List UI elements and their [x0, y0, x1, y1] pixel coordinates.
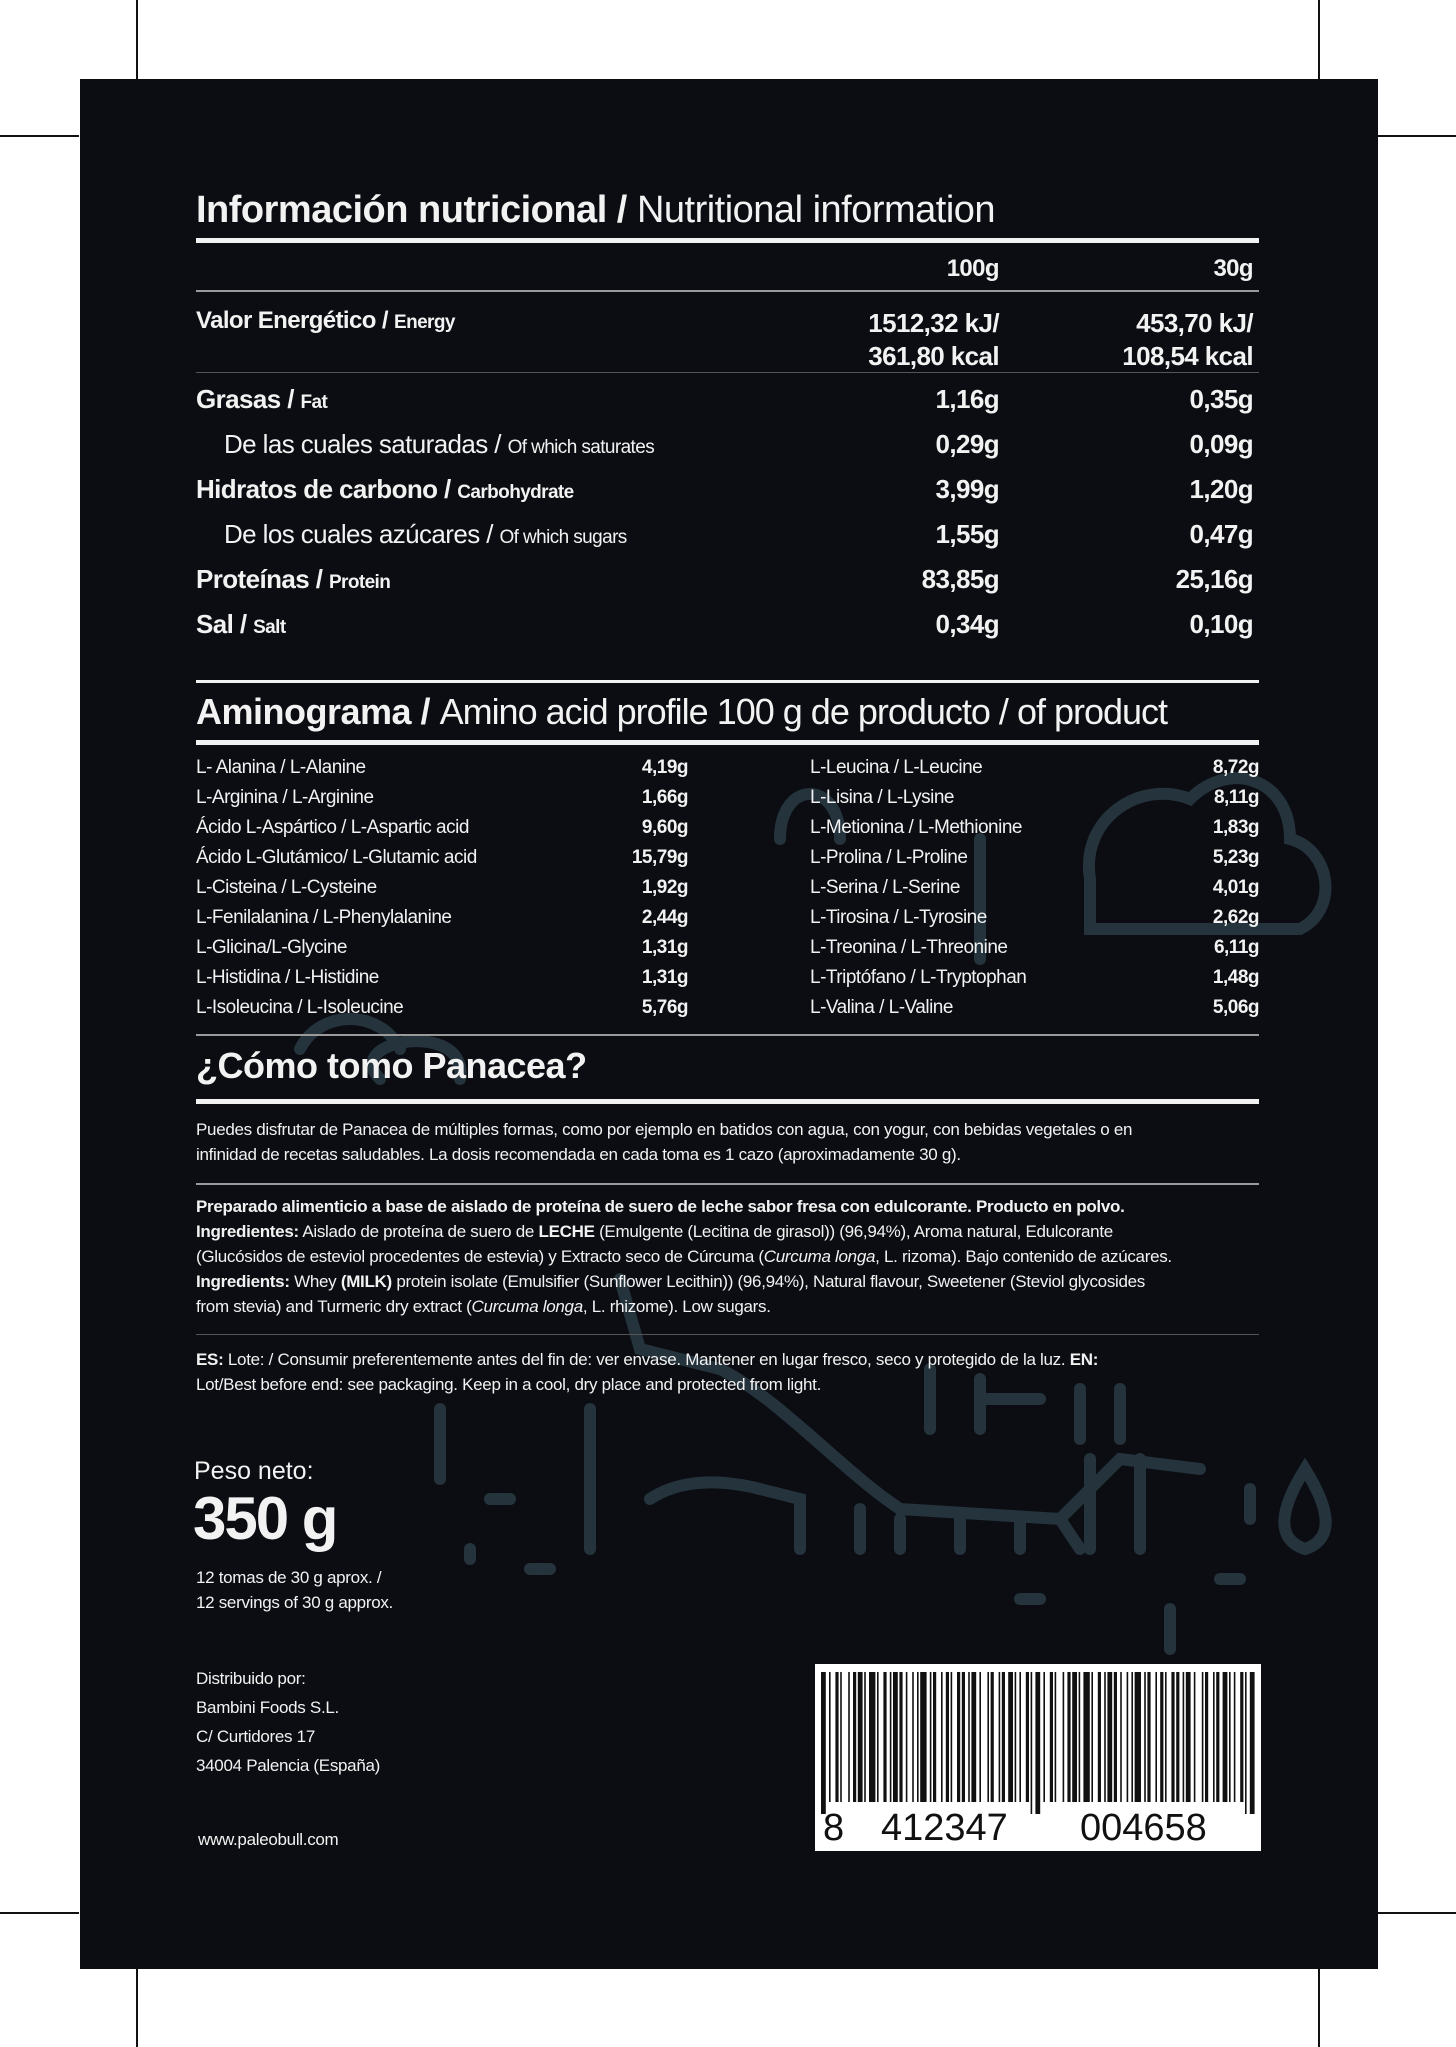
ingredients-text: Preparado alimenticio a base de aislado de proteína de suero de leche sabor fresa con edulcorante. Producto en polvo. Ingredientes: Aislado de proteína de suero de LECHE (Emulgente (Lecitina de girasol)) (96,94%), Aroma natural, Edulcorante (Glucósidos de esteviol procedentes de estevia) y Extracto seco de Cúrcuma (Curcuma longa, L. rizoma). Bajo contenido de azúcares. Ingredients: Whey (MILK) protein isolate (Emulsifier (Sunflower Lecithin)) (96,94%), Natural flavour, Sweetener (Steviol glycosides from stevia) and Turmeric dry extract (Curcuma longa, L. rhizome). Low sugars.	[196, 1197, 1172, 1316]
barcode-bar	[1234, 1672, 1236, 1802]
barcode-bar	[962, 1672, 965, 1802]
amino-list-right	[810, 757, 1259, 1057]
nutrition-title-en: Nutritional information	[636, 189, 996, 231]
amino-title-es: Aminograma /	[196, 691, 431, 732]
divider	[196, 740, 1259, 745]
website-text: www.paleobull.com	[198, 1830, 339, 1849]
barcode-bar	[869, 1672, 875, 1802]
barcode-bar	[1072, 1672, 1077, 1802]
barcode-bar	[971, 1672, 976, 1802]
barcode-bar	[1019, 1672, 1021, 1802]
nutrition-label: De los cuales azúcares / Of which sugars	[224, 519, 627, 549]
barcode-bar	[999, 1672, 1001, 1802]
nutrition-value-100g: 1,16g	[935, 384, 999, 414]
servings-text: 12 tomas de 30 g aprox. / 12 servings of 30 g approx.	[196, 1568, 393, 1612]
barcode-bar	[1063, 1672, 1065, 1802]
nutrition-value-100g: 83,85g	[921, 564, 999, 594]
barcode-bar	[1194, 1672, 1196, 1802]
nutrition-value-100g: 0,34g	[935, 609, 999, 639]
barcode-bar	[877, 1672, 879, 1802]
barcode-bar	[951, 1672, 953, 1802]
nutrition-row-sugars	[196, 519, 1259, 553]
barcode-bar	[1240, 1672, 1243, 1802]
nutrition-row-carbohydrate	[196, 474, 1259, 508]
barcode-bar	[957, 1672, 960, 1802]
amino-title	[196, 691, 1167, 733]
net-weight-label: Peso neto:	[194, 1457, 314, 1485]
barcode-bar	[991, 1672, 994, 1802]
nutrition-label: De las cuales saturadas / Of which saturates	[224, 429, 655, 459]
nutrition-row-saturates	[196, 429, 1259, 463]
nutrition-label: Grasas / Fat	[196, 384, 328, 414]
barcode-bar	[1107, 1672, 1112, 1802]
barcode-bar	[1031, 1672, 1033, 1814]
amino-row: L-Treonina / L-Threonine 6,11g	[810, 937, 1259, 958]
barcode-bar	[1083, 1672, 1089, 1802]
barcode-bar	[1114, 1672, 1117, 1802]
nutrition-row-salt	[196, 609, 1259, 643]
barcode-bar	[1067, 1672, 1070, 1802]
barcode-bar	[1144, 1672, 1146, 1802]
divider	[196, 290, 1259, 292]
divider	[196, 1183, 1259, 1185]
amino-row: L-Lisina / L-Lysine 8,11g	[810, 787, 1259, 808]
barcode-bar	[1216, 1672, 1219, 1802]
nutrition-value-30g: 0,47g	[1189, 519, 1253, 549]
col-header-30g: 30g	[1213, 255, 1253, 282]
barcode-bar	[917, 1672, 919, 1802]
barcode-bar	[883, 1672, 886, 1802]
amino-row: L-Valina / L-Valine 5,06g	[810, 997, 1259, 1018]
barcode-bar	[1165, 1672, 1167, 1802]
barcode-bar	[1223, 1672, 1228, 1802]
barcode-bar	[1155, 1672, 1157, 1802]
nutrition-table	[196, 79, 1259, 679]
barcode-bar	[835, 1672, 838, 1802]
nutrition-value-30g: 0,09g	[1189, 429, 1253, 459]
amino-list-left	[196, 757, 688, 1057]
barcode-bar	[821, 1672, 826, 1814]
barcode-bar	[933, 1672, 936, 1802]
nutrition-row-energy	[196, 307, 1259, 371]
crop-mark	[136, 0, 138, 79]
amino-row: L-Serina / L-Serine 4,01g	[810, 877, 1259, 898]
nutrition-value-30g: 1,20g	[1189, 474, 1253, 504]
crop-mark	[1378, 1912, 1456, 1914]
barcode-bar	[946, 1672, 949, 1802]
barcode-bar	[1202, 1672, 1204, 1802]
barcode-bar	[968, 1672, 970, 1802]
barcode-bar	[1186, 1672, 1191, 1802]
amino-row: Ácido L-Aspártico / L-Aspartic acid 9,60g	[196, 817, 688, 838]
barcode-bar	[1135, 1672, 1141, 1802]
amino-row: L- Alanina / L-Alanine 4,19g	[196, 757, 688, 778]
barcode-bar	[1079, 1672, 1081, 1802]
nutrition-label: Proteínas / Protein	[196, 564, 391, 594]
crop-mark	[1378, 135, 1456, 137]
barcode-bar	[1229, 1672, 1231, 1802]
barcode-digit-1: 8	[823, 1807, 845, 1849]
crop-mark	[136, 1969, 138, 2047]
barcode-bar	[890, 1672, 892, 1802]
col-header-100g: 100g	[946, 255, 999, 282]
barcode-digits-2: 412347	[881, 1807, 1008, 1849]
barcode-bar	[853, 1672, 856, 1802]
amino-row: L-Metionina / L-Methionine 1,83g	[810, 817, 1259, 838]
nutrition-label: Hidratos de carbono / Carbohydrate	[196, 474, 574, 504]
barcode-bar	[1171, 1672, 1174, 1802]
barcode	[815, 1664, 1261, 1851]
nutrition-row-protein	[196, 564, 1259, 598]
divider	[196, 680, 1259, 683]
barcode-bar	[979, 1672, 981, 1802]
barcode-bar	[987, 1672, 989, 1802]
crop-mark	[1318, 0, 1320, 79]
divider	[196, 1099, 1259, 1104]
crop-mark	[1318, 1969, 1320, 2047]
barcode-bar	[1035, 1672, 1040, 1814]
amino-row: L-Glicina/L-Glycine 1,31g	[196, 937, 688, 958]
amino-row: L-Tirosina / L-Tyrosine 2,62g	[810, 907, 1259, 928]
divider	[196, 1334, 1259, 1335]
amino-row: L-Histidina / L-Histidine 1,31g	[196, 967, 688, 988]
barcode-bar	[858, 1672, 863, 1802]
nutrition-title-es: Información nutricional /	[196, 189, 627, 231]
barcode-bar	[1091, 1672, 1093, 1802]
barcode-bar	[1176, 1672, 1179, 1802]
barcode-bar	[1131, 1672, 1133, 1802]
barcode-bar	[1015, 1672, 1017, 1802]
barcode-bars	[815, 1664, 1261, 1814]
label-panel	[80, 79, 1378, 1969]
nutrition-label: Valor Energético / Energy	[196, 307, 455, 334]
nutrition-value-100g: 1,55g	[935, 519, 999, 549]
barcode-bar	[1120, 1672, 1122, 1802]
barcode-bar	[1183, 1672, 1185, 1802]
howto-title: ¿Cómo tomo Panacea?	[196, 1045, 587, 1086]
amino-row: L-Prolina / L-Proline 5,23g	[810, 847, 1259, 868]
barcode-bar	[920, 1672, 926, 1802]
crop-mark	[0, 1912, 79, 1914]
barcode-bar	[1213, 1672, 1215, 1802]
barcode-bar	[829, 1672, 831, 1802]
barcode-bar	[899, 1672, 902, 1802]
nutrition-value-30g: 25,16g	[1175, 564, 1253, 594]
nutrition-label: Sal / Salt	[196, 609, 286, 639]
barcode-bar	[1104, 1672, 1106, 1802]
amino-row: L-Leucina / L-Leucine 8,72g	[810, 757, 1259, 778]
nutrition-row-fat	[196, 384, 1259, 418]
barcode-bar	[930, 1672, 932, 1802]
barcode-digits-3: 004658	[1080, 1807, 1207, 1849]
barcode-bar	[912, 1672, 914, 1802]
barcode-bar	[1245, 1672, 1247, 1814]
amino-row: L-Fenilalanina / L-Phenylalanine 2,44g	[196, 907, 688, 928]
nutrition-value-100g: 3,99g	[935, 474, 999, 504]
divider	[196, 372, 1259, 373]
net-weight-value: 350 g	[193, 1485, 337, 1552]
amino-row: L-Arginina / L-Arginine 1,66g	[196, 787, 688, 808]
nutrition-value-100g: 1512,32 kJ/ 361,80 kcal	[868, 308, 999, 371]
barcode-bar	[893, 1672, 898, 1802]
storage-text: ES: Lote: / Consumir preferentemente antes del fin de: ver envase. Mantener en lugar fresco, seco y protegido de la luz. EN: Lot/Best before end: see packaging. Keep in a cool, dry place and protected from light.	[196, 1350, 1099, 1394]
amino-row: L-Triptófano / L-Tryptophan 1,48g	[810, 967, 1259, 988]
nutrition-value-30g: 0,35g	[1189, 384, 1253, 414]
barcode-bar	[906, 1672, 908, 1802]
howto-text: Puedes disfrutar de Panacea de múltiples formas, como por ejemplo en batidos con agua, con yogur, con bebidas vegetales o en infinidad de recetas saludables. La dosis recomendada en cada toma es 1 cazo (aproximadamente 30 g).	[196, 1120, 1133, 1164]
amino-row: L-Isoleucina / L-Isoleucine 5,76g	[196, 997, 688, 1018]
nutrition-value-30g: 0,10g	[1189, 609, 1253, 639]
barcode-bar	[848, 1672, 850, 1802]
nutrition-value-100g: 0,29g	[935, 429, 999, 459]
barcode-bar	[1055, 1672, 1057, 1802]
barcode-bar	[1043, 1672, 1045, 1802]
barcode-bar	[840, 1672, 842, 1802]
amino-row: Ácido L-Glutámico/ L-Glutamic acid 15,79g	[196, 847, 688, 868]
barcode-bar	[1050, 1672, 1053, 1802]
amino-title-en: Amino acid profile 100 g de producto / of product	[439, 691, 1168, 732]
divider	[196, 1034, 1259, 1036]
amino-row: L-Cisteina / L-Cysteine 1,92g	[196, 877, 688, 898]
barcode-bar	[1026, 1672, 1029, 1802]
barcode-bar	[1160, 1672, 1163, 1802]
barcode-bar	[1098, 1672, 1101, 1802]
distributor-block: Distribuido por: Bambini Foods S.L. C/ Curtidores 17 34004 Palencia (España)	[196, 1669, 381, 1775]
barcode-bar	[864, 1672, 866, 1802]
barcode-bar	[1250, 1672, 1255, 1814]
barcode-bar	[1002, 1672, 1005, 1802]
barcode-bar	[1008, 1672, 1013, 1802]
barcode-bar	[1205, 1672, 1208, 1802]
barcode-bar	[1127, 1672, 1129, 1802]
crop-mark	[0, 135, 79, 137]
barcode-bar	[941, 1672, 943, 1802]
nutrition-value-30g: 453,70 kJ/ 108,54 kcal	[1122, 308, 1253, 371]
barcode-bar	[1147, 1672, 1150, 1802]
